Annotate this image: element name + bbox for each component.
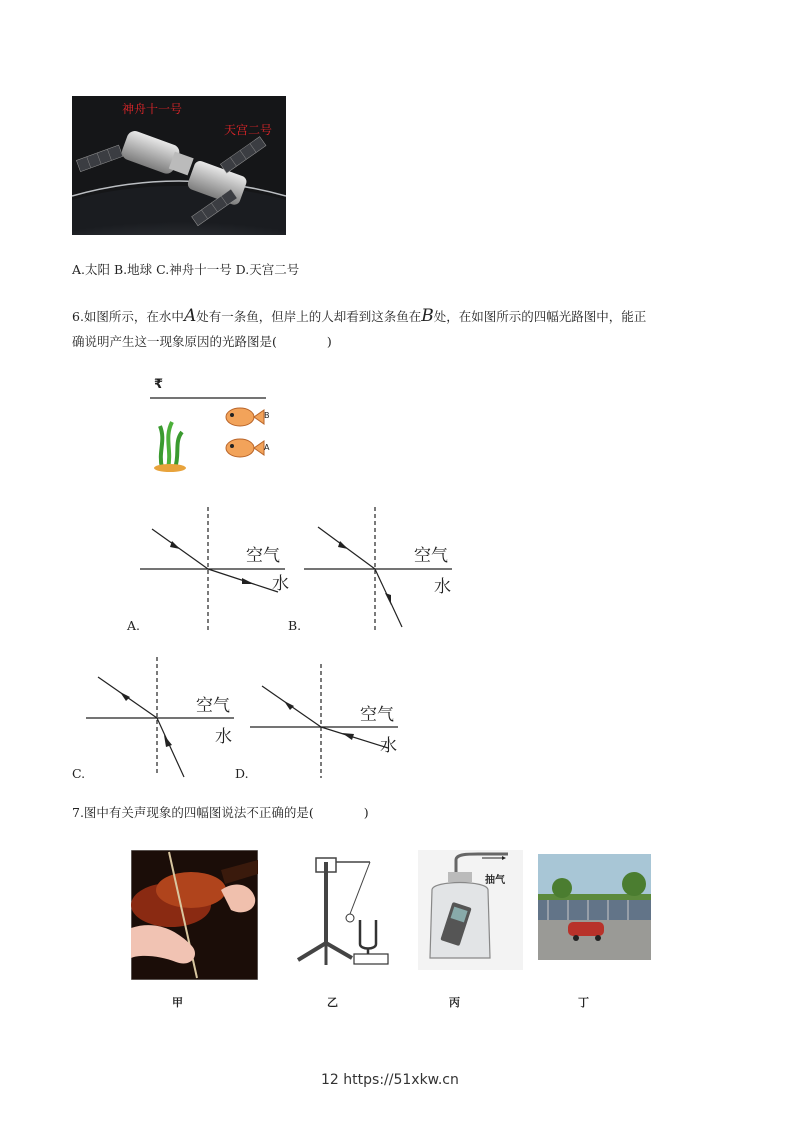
caption-yi: 乙 bbox=[327, 996, 338, 1009]
diagram-c-water: 水 bbox=[215, 727, 232, 746]
diagram-b-air: 空气 bbox=[414, 546, 448, 565]
page-number: 12 bbox=[321, 1072, 339, 1088]
fish-scene bbox=[148, 376, 278, 486]
q5-options: A.太阳 B.地球 C.神舟十一号 D.天宫二号 bbox=[72, 262, 300, 277]
diagram-a bbox=[130, 505, 290, 635]
fish-b-icon bbox=[226, 408, 264, 426]
violin-image bbox=[131, 850, 258, 980]
option-c-label: C. bbox=[72, 766, 86, 781]
diagram-d-air: 空气 bbox=[360, 705, 394, 724]
q6-question-line2: 确说明产生这一现象原因的光路图是( ) bbox=[72, 334, 332, 349]
bell-jar-image bbox=[418, 850, 523, 970]
footer-site-link[interactable]: https://51xkw.cn bbox=[343, 1072, 459, 1088]
q6-var-a: A bbox=[183, 306, 197, 326]
q7-question: 7.图中有关声现象的四幅图说法不正确的是( ) bbox=[72, 805, 369, 820]
q6-text-part2: 处有一条鱼，但岸上的人却看到这条鱼在 bbox=[196, 309, 422, 324]
q6-var-b: B bbox=[421, 306, 434, 326]
page-footer bbox=[321, 1072, 459, 1088]
q6-text-part1: 6.如图所示，在水中 bbox=[72, 309, 184, 324]
diagram-a-air: 空气 bbox=[246, 546, 280, 565]
seaweed-icon bbox=[154, 422, 186, 472]
tuning-fork-image bbox=[296, 848, 396, 968]
caption-bing: 丙 bbox=[449, 996, 460, 1009]
option-d-label: D. bbox=[235, 766, 249, 781]
q6-question-line1 bbox=[72, 304, 646, 329]
caption-ding: 丁 bbox=[578, 996, 589, 1009]
diagram-b-water: 水 bbox=[434, 577, 451, 596]
fish-a-icon bbox=[226, 439, 264, 457]
road-barrier-image bbox=[538, 854, 651, 960]
shenzhou-label: 神舟十一号 bbox=[122, 102, 183, 116]
diagram-d-water: 水 bbox=[380, 736, 397, 755]
caption-jia: 甲 bbox=[172, 996, 183, 1009]
jar-pump-label: 抽气 bbox=[485, 875, 505, 886]
tiangong-label: 天宫二号 bbox=[224, 123, 273, 137]
diagram-c bbox=[84, 655, 239, 780]
q6-text-part3: 处，在如图所示的四幅光路图中，能正 bbox=[433, 309, 647, 324]
option-b-label: B. bbox=[288, 618, 302, 633]
eye-symbol: ₹ bbox=[154, 377, 164, 392]
fish-label-a: A bbox=[264, 443, 270, 452]
diagram-c-air: 空气 bbox=[196, 696, 230, 715]
option-a-label: A. bbox=[127, 618, 141, 633]
diagram-b bbox=[302, 505, 457, 635]
fish-label-b: B bbox=[264, 411, 270, 420]
diagram-a-water: 水 bbox=[272, 574, 289, 593]
